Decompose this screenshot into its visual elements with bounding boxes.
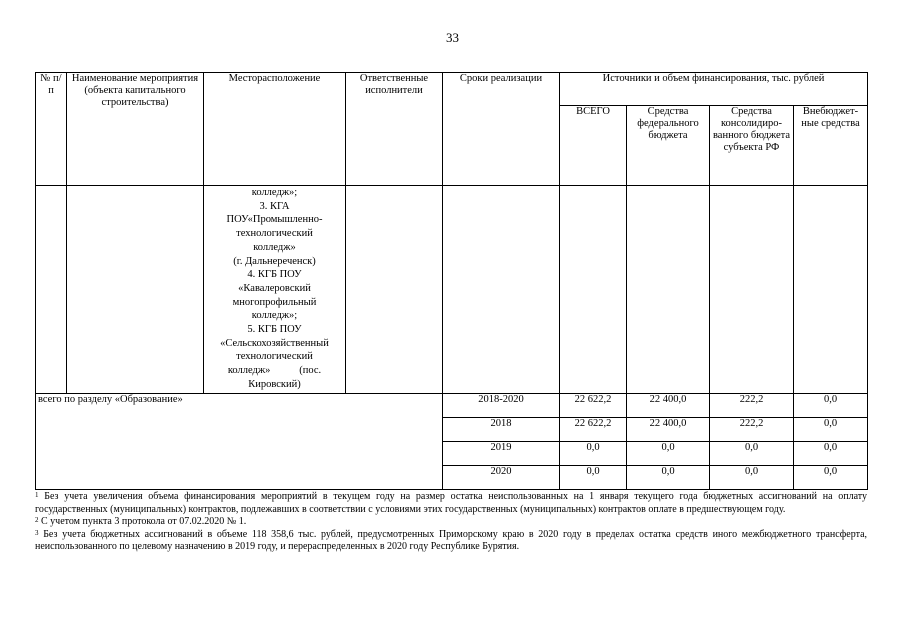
footnote-mark: 3 xyxy=(35,528,39,537)
footnote-text: С учетом пункта 3 протокола от 07.02.2020 № 1. xyxy=(41,516,247,528)
location-line: 3. КГА xyxy=(259,200,290,212)
extrabudget-cell: 0,0 xyxy=(794,466,868,490)
period-cell: 2018-2020 xyxy=(443,394,560,418)
consolidated-cell: 222,2 xyxy=(710,394,794,418)
footnote-text: Без учета увеличения объема финансирования мероприятий в текущем году на размер остатка неиспользованных на 1 января текущего года бюджетных ассигнований на оплату государственных (муниципальных) контрактов, подлежавших в соответствии с условиями этих государственных (муниципальных) контрактов оплате в предшествующем году. xyxy=(35,491,868,515)
footnotes xyxy=(35,491,867,554)
header-responsible: Ответственные исполнители xyxy=(346,73,443,186)
footnote-text: Без учета бюджетных ассигнований в объеме 118 358,6 тыс. рублей, предусмотренных Приморскому краю в 2020 году в пределах остатка средств иного межбюджетного трансферта, неиспользованного по целевому назначению в 2019 году, и перераспределенных в 2020 году Республике Бурятия. xyxy=(35,528,868,553)
location-line: Кировский) xyxy=(248,378,301,390)
header-total: ВСЕГО xyxy=(560,106,627,186)
footnote-mark: 1 xyxy=(35,491,39,499)
location-line: технологический xyxy=(236,228,313,240)
empty-cell xyxy=(627,186,710,394)
header-period: Сроки реализации xyxy=(443,73,560,186)
footnote xyxy=(35,516,867,529)
header-num: № п/п xyxy=(36,73,67,186)
federal-cell: 22 400,0 xyxy=(627,394,710,418)
empty-cell xyxy=(346,186,443,394)
location-line: колледж» (пос. xyxy=(227,365,322,377)
period-cell: 2020 xyxy=(443,466,560,490)
total-cell: 0,0 xyxy=(560,466,627,490)
location-line: колледж» xyxy=(253,241,296,253)
header-extrabudget: Внебюджет-ные средства xyxy=(794,106,868,186)
location-line: 4. КГБ ПОУ xyxy=(247,269,302,281)
footnote xyxy=(35,529,867,554)
empty-cell xyxy=(36,186,67,394)
total-cell: 22 622,2 xyxy=(560,394,627,418)
header-name: Наименование мероприятия (объекта капитального строительства) xyxy=(67,73,204,186)
financing-table xyxy=(35,72,868,490)
header-sources: Источники и объем финансирования, тыс. рублей xyxy=(560,73,868,106)
extrabudget-cell: 0,0 xyxy=(794,394,868,418)
empty-cell xyxy=(710,186,794,394)
empty-cell xyxy=(443,186,560,394)
empty-cell xyxy=(560,186,627,394)
consolidated-cell: 222,2 xyxy=(710,418,794,442)
period-cell: 2018 xyxy=(443,418,560,442)
location-line: ПОУ«Промышленно- xyxy=(226,214,323,226)
extrabudget-cell: 0,0 xyxy=(794,418,868,442)
location-row xyxy=(36,186,868,394)
total-cell: 22 622,2 xyxy=(560,418,627,442)
location-cell xyxy=(204,186,346,394)
header-consolidated: Средства консолидиро-ванного бюджета субъекта РФ xyxy=(710,106,794,186)
total-cell: 0,0 xyxy=(560,442,627,466)
footnote-mark: 2 xyxy=(35,516,39,525)
location-line: 5. КГБ ПОУ xyxy=(247,324,302,336)
empty-cell xyxy=(67,186,204,394)
location-line: (г. Дальнереченск) xyxy=(233,255,316,267)
header-location: Месторасположение xyxy=(204,73,346,186)
consolidated-cell: 0,0 xyxy=(710,442,794,466)
location-line: колледж»; xyxy=(251,187,298,198)
consolidated-cell: 0,0 xyxy=(710,466,794,490)
location-line: «Сельскохозяйственный xyxy=(220,337,329,349)
empty-cell xyxy=(794,186,868,394)
period-cell: 2019 xyxy=(443,442,560,466)
location-line: технологический xyxy=(236,351,313,363)
location-line: «Кавалеровский xyxy=(238,282,311,294)
section-total-label: всего по разделу «Образование» xyxy=(36,394,443,490)
extrabudget-cell: 0,0 xyxy=(794,442,868,466)
location-line: колледж»; xyxy=(251,310,298,322)
federal-cell: 0,0 xyxy=(627,466,710,490)
table-row xyxy=(36,394,868,418)
federal-cell: 22 400,0 xyxy=(627,418,710,442)
location-line: многопрофильный xyxy=(232,296,317,308)
header-federal: Средства федерального бюджета xyxy=(627,106,710,186)
footnote xyxy=(35,491,867,516)
page-number: 33 xyxy=(446,30,459,45)
federal-cell: 0,0 xyxy=(627,442,710,466)
